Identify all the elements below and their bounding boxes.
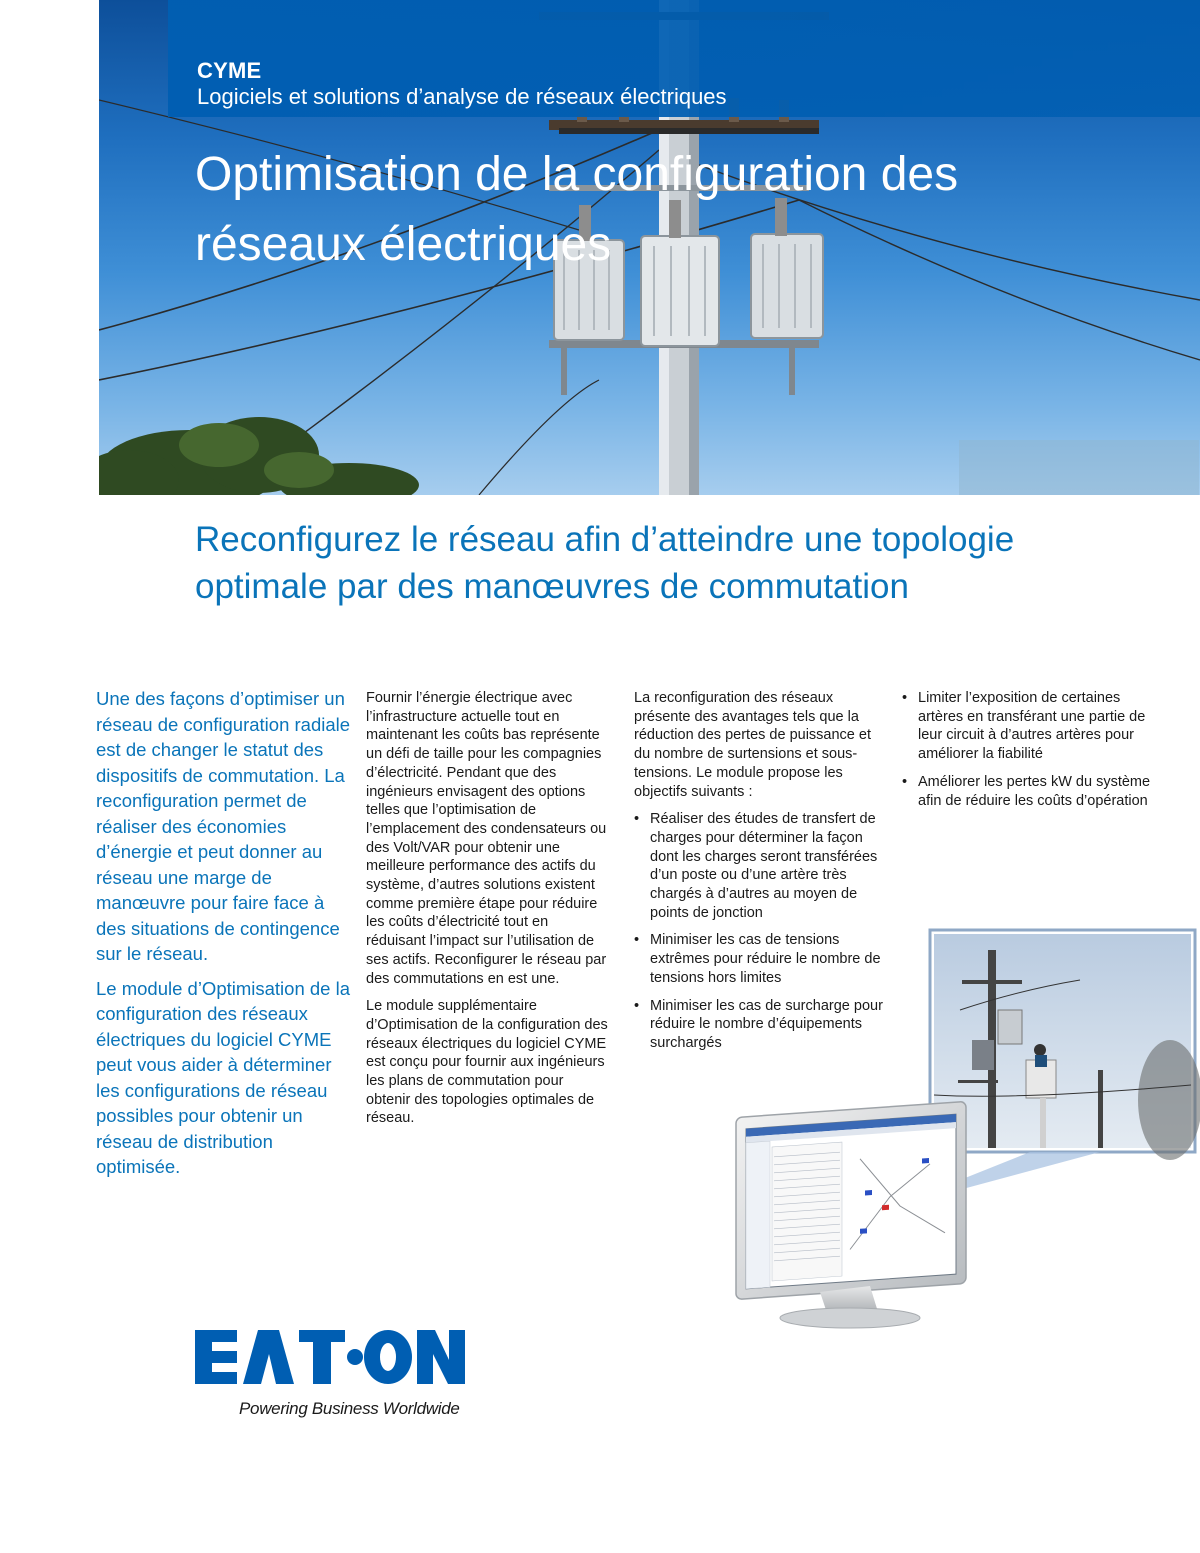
- bullet-icon: •: [634, 932, 640, 949]
- body-paragraph: La reconfiguration des réseaux présente des avantages tels que la réduction des pertes de puissance et du nombre de surtensions et sous-tensions. Le module propose les objectifs suivants :: [634, 690, 871, 800]
- subtitle: [195, 516, 1155, 611]
- subtitle-line-2: optimale par des manœuvres de commutation: [195, 567, 909, 607]
- bullet-icon: •: [634, 811, 640, 828]
- list-item-text: Améliorer les pertes kW du système afin de réduire les coûts d’opération: [918, 773, 1151, 809]
- subtitle-line-1: Reconfigurez le réseau afin d’atteindre une topologie: [195, 520, 1015, 559]
- body-paragraph: Fournir l’énergie électrique avec l’infrastructure actuelle tout en maintenant les coûts bas représente un défi de taille pour les compagnies d’électricité. Pendant que des ingénieurs envisagent des options telles que l’optimisation de l’emplacement des condensateurs ou des Volt/VAR pour obtenir une meilleure performance des actifs du système, d’autres solutions existent comme première étape pour réduire les coûts d’électricité tout en réduisant l’impact sur l’utilisation de ses actifs. Reconfigurer le réseau par des commutations en est une.: [366, 690, 607, 987]
- list-item-text: Limiter l’exposition de certaines artères en transférant une partie de leur circuit à d’autres artères pour améliorer la fiabilité: [918, 690, 1146, 763]
- body-column-4: [902, 689, 1152, 819]
- page-title: [195, 140, 1155, 279]
- bullet-icon: •: [902, 690, 908, 706]
- list-item-text: Réaliser des études de transfert de charges pour déterminer la façon dont les charges seront transférées d’un poste ou d’une artère très chargés à d’autres au moyen de points de jonction: [650, 811, 878, 921]
- body-paragraph: Le module supplémentaire d’Optimisation de la configuration des réseaux électriques du logiciel CYME est conçu pour fournir aux ingénieurs les plans de commutation pour obtenir des topologies optimales de réseau.: [366, 998, 608, 1127]
- intro-paragraph: Une des façons d’optimiser un réseau de configuration radiale est de changer le statut des dispositifs de commutation. La reconfiguration permet de réaliser des économies d’énergie et peut donner au réseau une marge de manœuvre pour faire face à des situations de contingence sur le réseau.: [96, 688, 351, 964]
- list-item: [902, 689, 1152, 764]
- software-monitor-illustration: [700, 920, 1200, 1330]
- body-column-2: [366, 689, 610, 1137]
- page-title-line-2: réseaux électriques: [195, 217, 612, 271]
- bullet-icon: •: [902, 773, 908, 790]
- brand-name: CYME: [197, 58, 262, 83]
- list-item: [634, 810, 888, 922]
- bullet-icon: •: [634, 997, 640, 1014]
- intro-paragraph: Le module d’Optimisation de la configuration des réseaux électriques du logiciel CYME peut vous aider à déterminer les configurations de réseau possibles pour obtenir un réseau de distribution optimisée.: [96, 977, 351, 1177]
- logo-tagline: Powering Business Worldwide: [239, 1399, 460, 1418]
- objectives-list-continued: [902, 689, 1152, 810]
- list-item-text: Minimiser les cas de surcharge pour réduire le nombre d’équipements surchargés: [650, 997, 883, 1051]
- list-item-text: Minimiser les cas de tensions extrêmes pour réduire le nombre de tensions hors limites: [650, 932, 881, 986]
- intro-column: [96, 686, 351, 1189]
- list-item: [902, 773, 1152, 810]
- page-title-line-1: Optimisation de la configuration des: [195, 148, 959, 201]
- brand-tagline: Logiciels et solutions d’analyse de réseaux électriques: [197, 84, 727, 109]
